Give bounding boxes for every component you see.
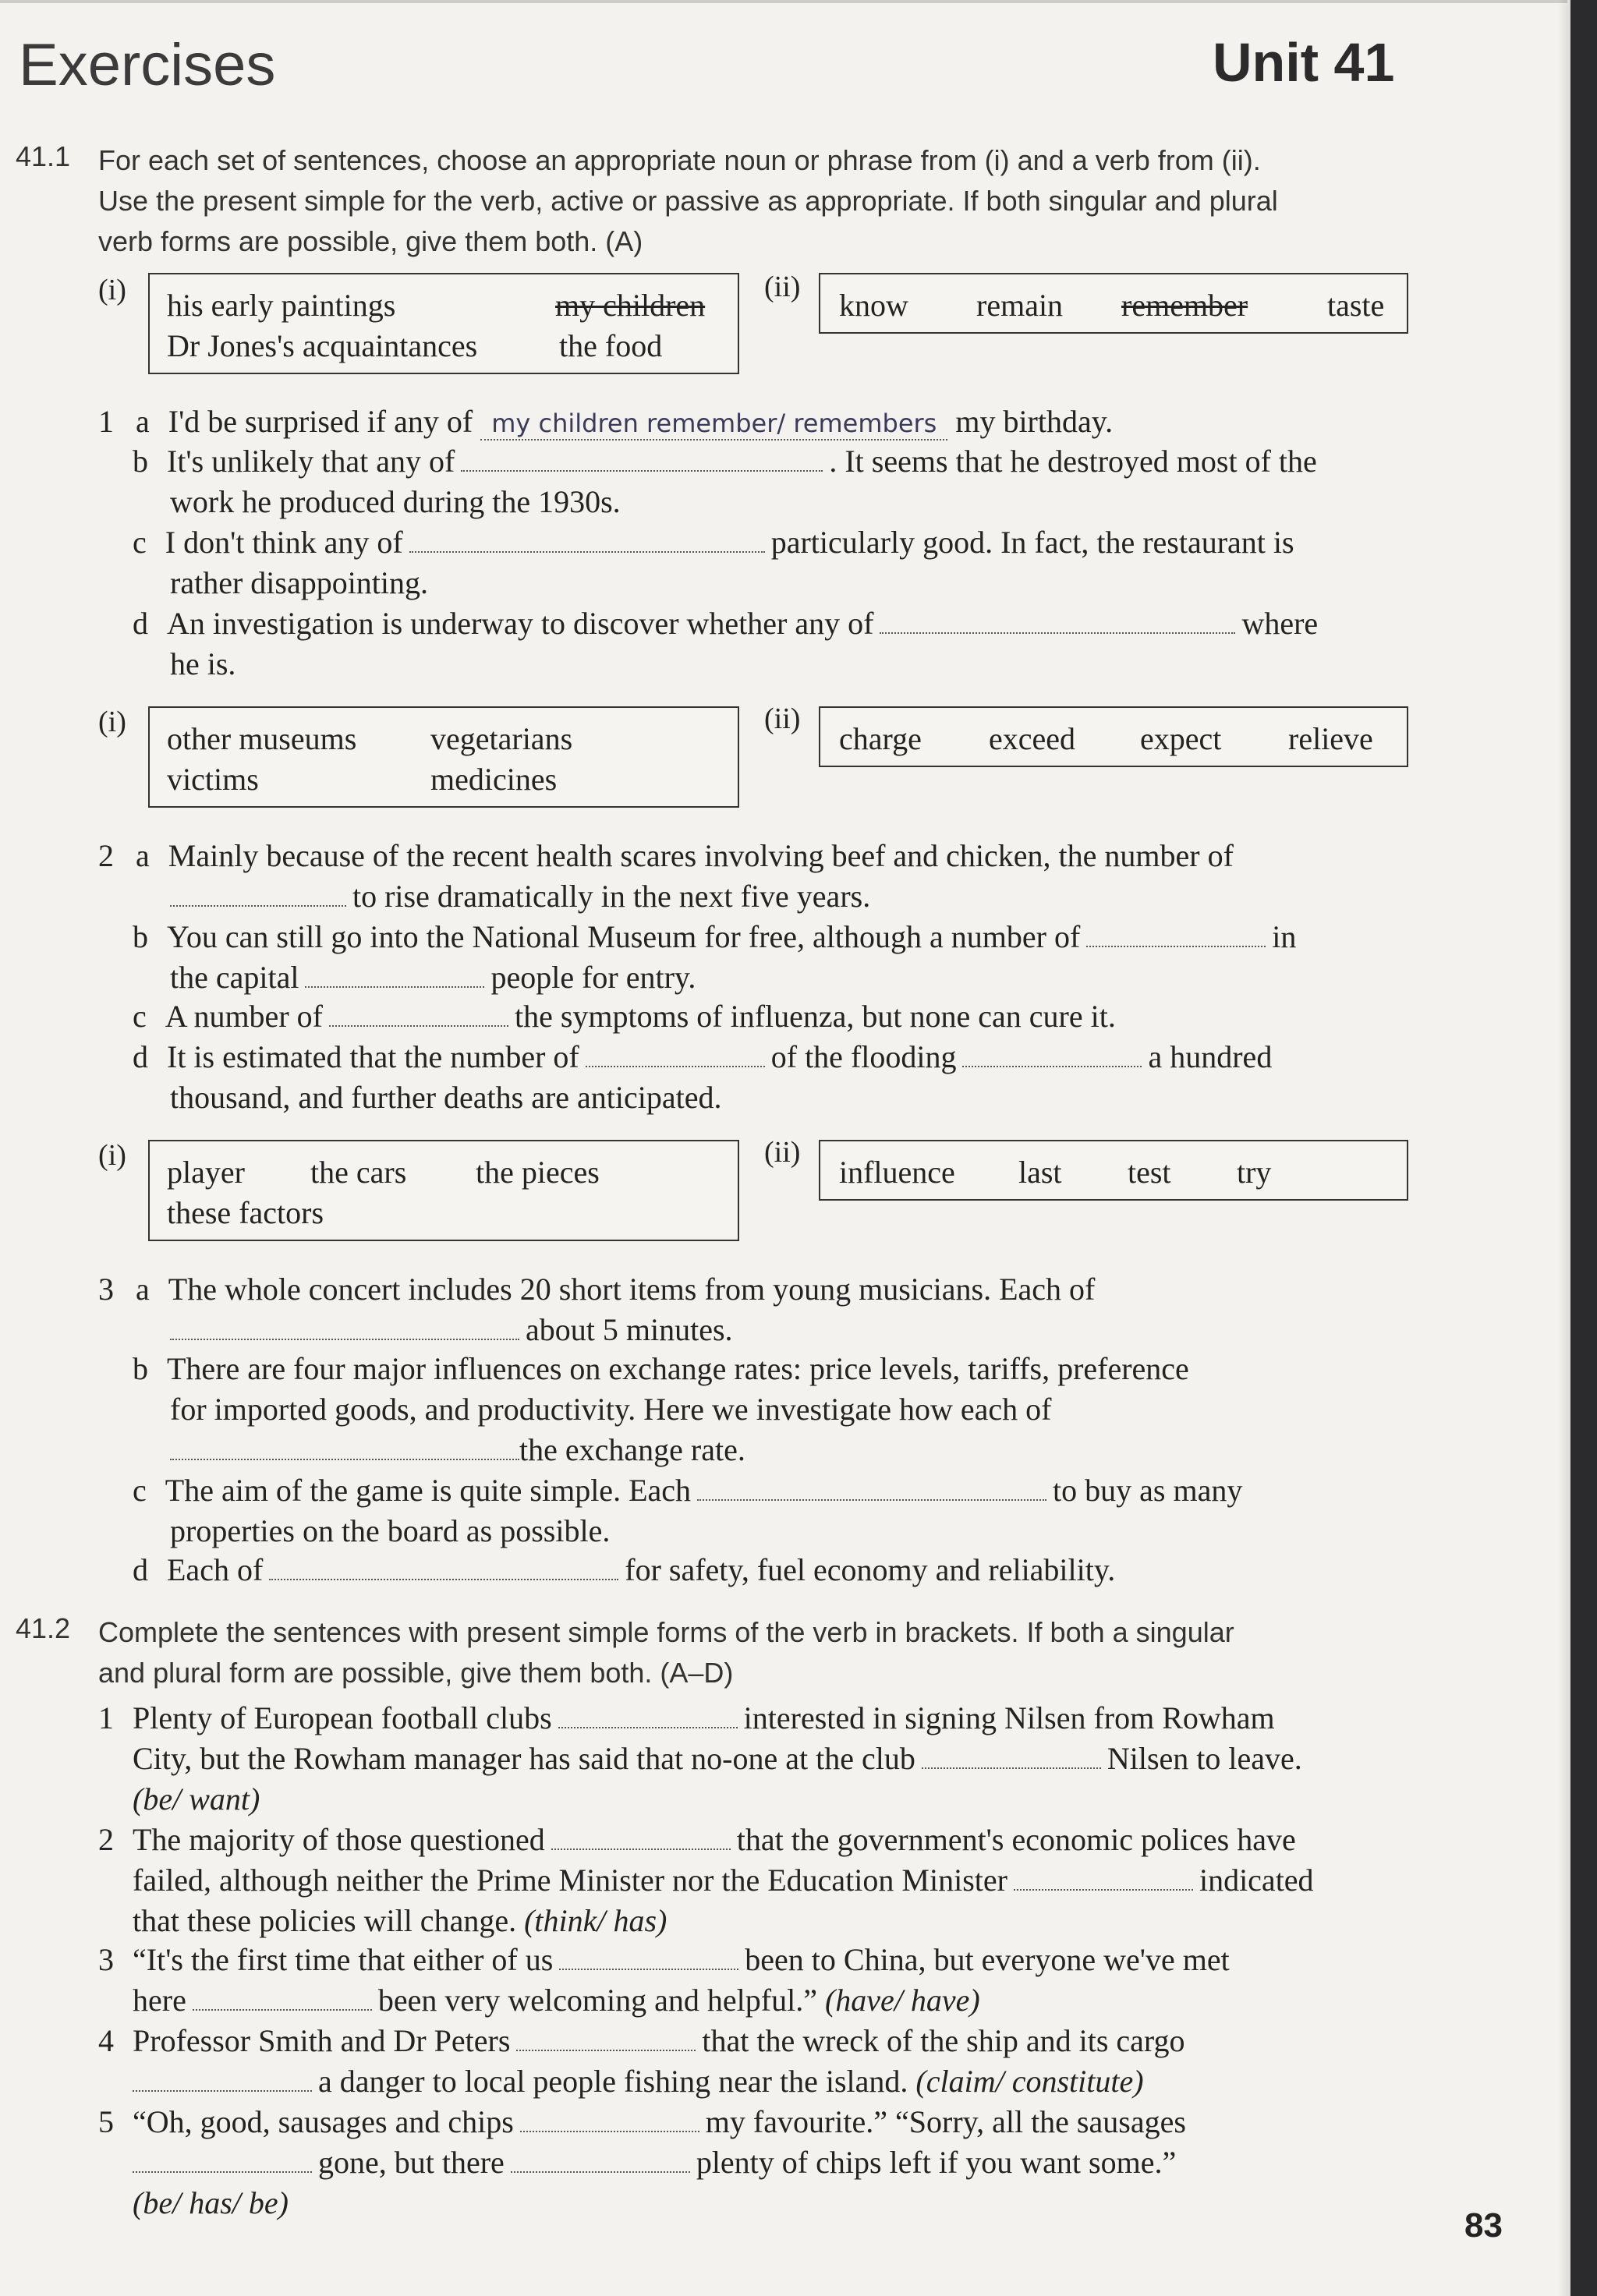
verb-option: test: [1128, 1155, 1171, 1190]
sentence-3d: d Each of for safety, fuel economy and reliability.: [133, 1552, 1116, 1587]
answer-blank[interactable]: [520, 2104, 699, 2132]
verb-hint: (be/ want): [133, 1781, 260, 1817]
verb-option: last: [1018, 1155, 1062, 1190]
sentence-continuation: thousand, and further deaths are anticipated.: [170, 1080, 722, 1115]
noun-option: these factors: [167, 1195, 324, 1230]
answer-blank[interactable]: [558, 1700, 738, 1728]
answer-blank[interactable]: [170, 1432, 519, 1460]
spine-shadow: [1558, 0, 1570, 2296]
verb-option: expect: [1140, 721, 1222, 756]
noun-option: player: [167, 1155, 245, 1190]
verb-option: try: [1237, 1155, 1272, 1190]
sentence-5: 5 “Oh, good, sausages and chips my favourite.” “Sorry, all the sausages: [98, 2104, 1186, 2139]
answer-blank[interactable]: [133, 2064, 312, 2092]
verb-hint: (have/ have): [824, 1983, 980, 2018]
exercise-number: 41.2: [16, 1612, 71, 1644]
answer-blank[interactable]: [133, 2145, 312, 2173]
sentence-2d: d It is estimated that the number of of the flooding a hundred: [133, 1039, 1273, 1074]
sentence-continuation: failed, although neither the Prime Minister nor the Education Minister indicated: [133, 1863, 1314, 1898]
sentence-1b: b It's unlikely that any of . It seems that he destroyed most of the: [133, 444, 1317, 479]
answer-blank[interactable]: [559, 1942, 738, 1970]
answer-blank[interactable]: [586, 1039, 765, 1067]
sentence-3b: b There are four major influences on exchange rates: price levels, tariffs, preference: [133, 1351, 1189, 1386]
noun-option: the pieces: [476, 1155, 600, 1190]
sentence-continuation: about 5 minutes.: [170, 1310, 733, 1350]
answer-blank[interactable]: [461, 444, 823, 472]
book-spine: [1570, 0, 1597, 2296]
verb-option: taste: [1327, 288, 1385, 323]
sentence-continuation: that these policies will change. (think/ has): [133, 1903, 667, 1938]
page-number: 83: [1464, 2206, 1503, 2245]
sentence-continuation: here been very welcoming and helpful.” (have/ have): [133, 1983, 980, 2018]
exercise-number: 41.1: [16, 140, 71, 172]
answer-blank[interactable]: [962, 1039, 1142, 1067]
answer-blank[interactable]: [1086, 919, 1266, 947]
verb-option: exceed: [989, 721, 1076, 756]
sentence-2a: 2 a Mainly because of the recent health scares involving beef and chicken, the number of: [98, 838, 1234, 873]
noun-option: the cars: [310, 1155, 407, 1190]
answer-blank[interactable]: [551, 1822, 731, 1850]
verb-option: influence: [839, 1155, 955, 1190]
sentence-continuation: to rise dramatically in the next five years.: [170, 876, 870, 917]
answer-field[interactable]: my children remember/ remembers: [480, 408, 947, 440]
sentence-1a: 1 a I'd be surprised if any of my children remember/ remembers my birthday.: [98, 404, 1114, 439]
noun-option: other museums: [167, 721, 357, 756]
verb-option: charge: [839, 721, 922, 756]
verb-hint: (be/ has/ be): [133, 2185, 289, 2220]
answer-blank[interactable]: [170, 879, 346, 907]
box-label-ii: (ii): [764, 1136, 801, 1169]
noun-option: vegetarians: [430, 721, 573, 756]
noun-option: his early paintings: [167, 288, 396, 323]
unit-label: Unit 41: [1213, 32, 1395, 93]
box-label-i: (i): [98, 274, 126, 306]
answer-blank[interactable]: [880, 606, 1235, 634]
noun-option-used: my children: [555, 288, 706, 323]
noun-option: Dr Jones's acquaintances: [167, 328, 478, 363]
verb-option: remain: [976, 288, 1064, 323]
sentence-3c: c The aim of the game is quite simple. Each to buy as many: [133, 1473, 1243, 1508]
page-title: Exercises: [19, 32, 276, 98]
verb-box: [819, 273, 1408, 334]
exercise-instructions: Complete the sentences with present simple forms of the verb in brackets. If both a singular and plural form are possible, give them both. (A–D): [98, 1616, 1234, 1689]
sentence-continuation: City, but the Rowham manager has said that no-one at the club Nilsen to leave.: [133, 1741, 1302, 1776]
verb-option: know: [839, 288, 908, 323]
verb-hint: (think/ has): [524, 1903, 667, 1938]
sentence-3a: 3 a The whole concert includes 20 short items from young musicians. Each of: [98, 1272, 1096, 1307]
sentence-continuation: for imported goods, and productivity. Here we investigate how each of: [170, 1392, 1052, 1427]
box-label-i: (i): [98, 706, 126, 738]
sentence-continuation: rather disappointing.: [170, 565, 429, 600]
sentence-continuation: the exchange rate.: [170, 1430, 745, 1470]
sentence-continuation: he is.: [170, 646, 236, 681]
verb-option-used: remember: [1121, 288, 1248, 323]
sentence-2b: b You can still go into the National Museum for free, although a number of in: [133, 919, 1297, 954]
answer-blank[interactable]: [697, 1473, 1046, 1501]
answer-blank[interactable]: [922, 1741, 1101, 1769]
sentence-continuation: work he produced during the 1930s.: [170, 484, 621, 519]
top-edge-line: [0, 0, 1567, 3]
verb-box: [819, 1140, 1408, 1201]
noun-option: medicines: [430, 762, 558, 797]
box-label-ii: (ii): [764, 702, 801, 735]
sentence-1: 1 Plenty of European football clubs interested in signing Nilsen from Rowham: [98, 1700, 1275, 1735]
answer-blank[interactable]: [516, 2023, 696, 2051]
answer-blank[interactable]: [511, 2145, 690, 2173]
noun-box: [148, 706, 739, 808]
answer-blank[interactable]: [269, 1552, 618, 1580]
noun-option: victims: [167, 762, 259, 797]
noun-box: [148, 273, 739, 374]
answer-blank[interactable]: [193, 1983, 372, 2011]
sentence-continuation: gone, but there plenty of chips left if you want some.”: [133, 2142, 1176, 2183]
verb-option: relieve: [1288, 721, 1373, 756]
sentence-1c: c I don't think any of particularly good. In fact, the restaurant is: [133, 525, 1294, 560]
sentence-2: 2 The majority of those questioned that the government's economic polices have: [98, 1822, 1296, 1857]
answer-blank[interactable]: [409, 525, 765, 553]
sentence-2c: c A number of the symptoms of influenza, but none can cure it.: [133, 999, 1116, 1034]
answer-blank[interactable]: [1014, 1863, 1193, 1891]
sentence-4: 4 Professor Smith and Dr Peters that the wreck of the ship and its cargo: [98, 2023, 1185, 2058]
answer-blank[interactable]: [305, 960, 484, 988]
noun-box: [148, 1140, 739, 1241]
sentence-3: 3 “It's the first time that either of us been to China, but everyone we've met: [98, 1942, 1230, 1977]
answer-blank[interactable]: [329, 999, 508, 1027]
sentence-continuation: a danger to local people fishing near the island. (claim/ constitute): [133, 2061, 1144, 2102]
exercise-instructions: For each set of sentences, choose an appropriate noun or phrase from (i) and a verb from (ii). Use the present simple for the verb, active or passive as appropriate. If both singular and plural verb forms are possible, give them both. (A): [98, 144, 1278, 257]
sentence-continuation: the capital people for entry.: [170, 960, 696, 995]
verb-box: [819, 706, 1408, 767]
noun-option: the food: [559, 328, 663, 363]
box-label-ii: (ii): [764, 271, 801, 303]
sentence-continuation: properties on the board as possible.: [170, 1513, 611, 1548]
box-label-i: (i): [98, 1139, 126, 1172]
answer-blank[interactable]: [170, 1312, 519, 1340]
sentence-1d: d An investigation is underway to discover whether any of where: [133, 606, 1319, 641]
verb-hint: (claim/ constitute): [915, 2064, 1144, 2099]
